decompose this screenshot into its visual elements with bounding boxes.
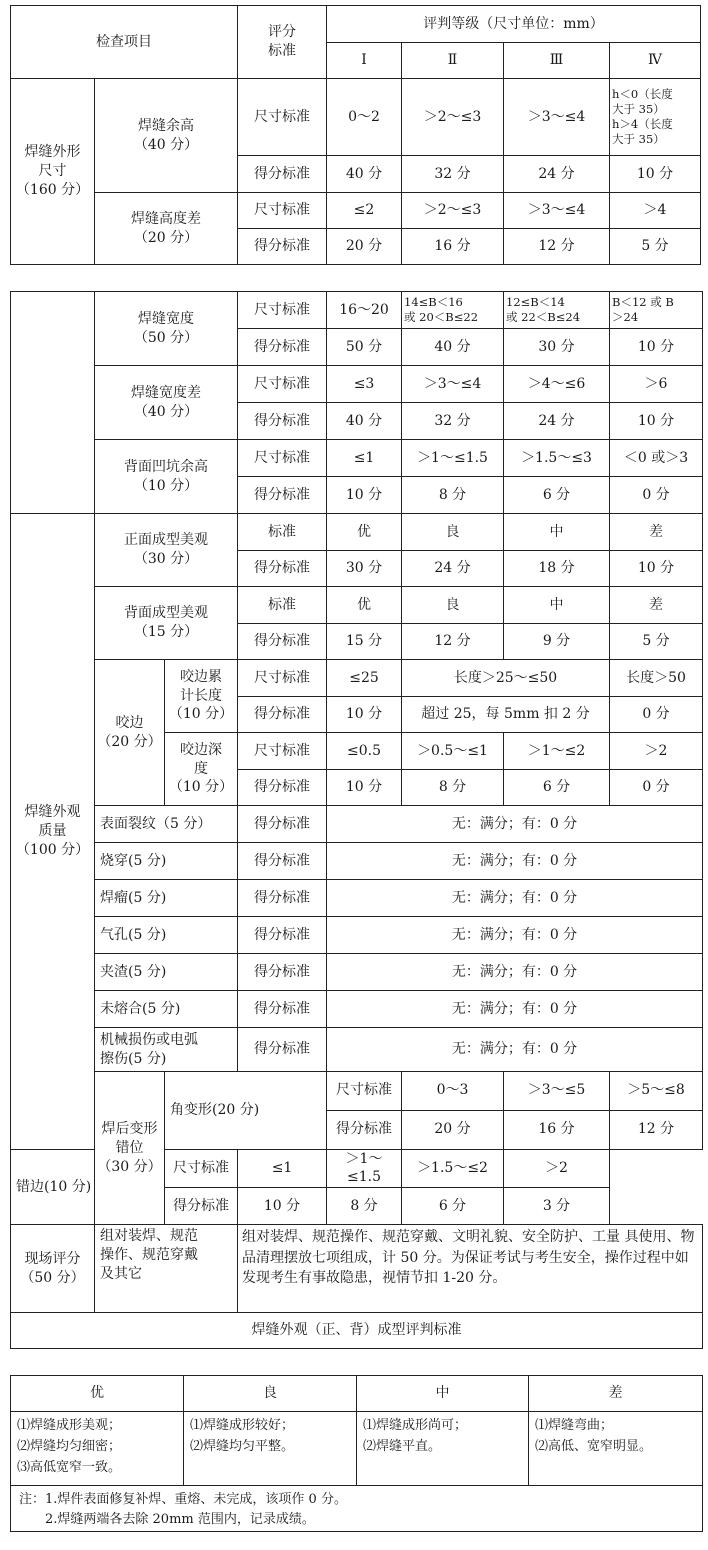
grade-desc-excellent <box>11 1412 184 1486</box>
table-cell: ＞4～≤6 <box>504 366 610 403</box>
table-cell: 12 分 <box>610 1110 703 1149</box>
weld-shape-size-table <box>10 5 701 265</box>
table-cell: 32 分 <box>402 156 504 193</box>
row-label: 得分标准 <box>238 477 327 514</box>
note-1: 注：1.焊件表面修复补焊、重熔、未完成，该项作 0 分。 <box>19 1492 347 1507</box>
table-cell: ＞2 <box>610 733 703 770</box>
item-angular-distortion: 角变形(20 分) <box>165 1072 327 1150</box>
row-label: 得分标准 <box>238 229 327 265</box>
table-cell: 30 分 <box>327 551 402 587</box>
row-label: 尺寸标准 <box>238 292 327 329</box>
grade-desc-good <box>184 1412 357 1486</box>
table-cell: 16～20 <box>327 292 402 329</box>
weld-appearance-table <box>10 291 703 1349</box>
table-cell: 优 <box>327 514 402 551</box>
table-cell: 中 <box>504 587 610 624</box>
row-label: 得分标准 <box>238 843 327 880</box>
table-cell: ＞1～≤1.5 <box>402 440 504 477</box>
note-2: 2.焊缝两端各去除 20mm 范围内，记录成绩。 <box>45 1512 315 1528</box>
row-label: 尺寸标准 <box>327 1072 402 1111</box>
table-cell: ＞6 <box>610 366 703 403</box>
defect-lack-of-fusion: 未熔合(5 分) <box>95 991 238 1028</box>
list-item: ⑵焊缝均匀细密； <box>17 1438 122 1454</box>
grade-header-good: 良 <box>184 1376 357 1412</box>
defect-porosity: 气孔(5 分) <box>95 917 238 954</box>
category-appearance: 焊缝外观 质量 （100 分） <box>11 514 95 1150</box>
list-item: ⑵焊缝平直。 <box>363 1438 442 1454</box>
row-label: 得分标准 <box>238 1028 327 1072</box>
item-undercut-depth: 咬边深 度 （10 分） <box>165 733 238 806</box>
grade-header-fair: 中 <box>357 1376 529 1412</box>
row-label: 得分标准 <box>165 1188 238 1225</box>
list-item: ⑴焊缝成形较好； <box>190 1418 295 1433</box>
defect-burn-through: 烧穿(5 分) <box>95 843 238 880</box>
site-score-description: 组对装焊、规范操作、规范穿戴、文明礼貌、安全防护、工量 具使用、物品清理摆放七项组成，计 50 分。为保证考试与考生安全，操作过程中如发现考生有事故隐患，视情节扣 1-20 分。 <box>238 1225 703 1313</box>
row-label: 得分标准 <box>238 551 327 587</box>
table-cell: 18 分 <box>504 551 610 587</box>
row-label: 得分标准 <box>327 1110 402 1149</box>
table-cell: ＞1.5～≤2 <box>402 1149 504 1188</box>
grade-3: Ⅲ <box>504 43 610 79</box>
grade-header-poor: 差 <box>529 1376 703 1412</box>
table-cell: 6 分 <box>504 770 610 806</box>
table-cell: 10 分 <box>327 770 402 806</box>
table-cell: 0～3 <box>402 1072 504 1111</box>
item-back-form: 背面成型美观 （15 分） <box>95 587 238 660</box>
table-cell: 6 分 <box>402 1188 504 1225</box>
appearance-standard-caption: 焊缝外观（正、背）成型评判标准 <box>11 1313 703 1349</box>
table-cell: 长度＞25～≤50 <box>402 660 610 697</box>
table-cell: 无：满分；有：0 分 <box>327 843 703 880</box>
item-undercut: 咬边 （20 分） <box>95 660 165 806</box>
notes <box>11 1486 703 1532</box>
table-cell: ≤1 <box>327 440 402 477</box>
table-cell: 0 分 <box>610 770 703 806</box>
list-item: ⑶高低宽窄一致。 <box>17 1459 122 1475</box>
row-label: 尺寸标准 <box>238 79 327 156</box>
table-cell: 6 分 <box>504 477 610 514</box>
row-label: 得分标准 <box>238 697 327 733</box>
grade-desc-fair <box>357 1412 529 1486</box>
table-cell: 无：满分；有：0 分 <box>327 991 703 1028</box>
table-cell: ＞4 <box>610 193 701 229</box>
table-cell: 16 分 <box>402 229 504 265</box>
list-item: ⑴焊缝成形美观； <box>17 1418 122 1433</box>
table-cell: 0～2 <box>327 79 402 156</box>
table-cell: 14≤B＜16 或 20＜B≤22 <box>402 292 504 329</box>
table-cell: ≤1 <box>238 1149 327 1188</box>
appearance-grade-table <box>10 1375 703 1532</box>
table-cell: 16 分 <box>504 1110 610 1149</box>
table-cell: ＞1～≤1.5 <box>327 1149 402 1188</box>
table-cell: ＞3～≤4 <box>504 193 610 229</box>
table-cell: ＜0 或＞3 <box>610 440 703 477</box>
row-label: 尺寸标准 <box>238 193 327 229</box>
table-cell: 超过 25，每 5mm 扣 2 分 <box>402 697 610 733</box>
table-cell: ＞2 <box>504 1149 610 1188</box>
defect-mechanical-damage: 机械损伤或电弧 擦伤(5 分) <box>95 1028 238 1072</box>
row-label: 得分标准 <box>238 770 327 806</box>
grade-4: Ⅳ <box>610 43 701 79</box>
table-cell: 9 分 <box>504 624 610 660</box>
table-cell: 无：满分；有：0 分 <box>327 880 703 917</box>
table-cell: 32 分 <box>402 403 504 440</box>
table-cell: 10 分 <box>238 1188 327 1225</box>
table-cell: 30 分 <box>504 329 610 366</box>
table-cell: 中 <box>504 514 610 551</box>
grade-1: Ⅰ <box>327 43 402 79</box>
table-cell: 无：满分；有：0 分 <box>327 806 703 843</box>
table-cell: ＞3～≤4 <box>504 79 610 156</box>
table-cell: 8 分 <box>327 1188 402 1225</box>
item-misalignment: 错边(10 分) <box>11 1149 165 1225</box>
table-cell: 长度＞50 <box>610 660 703 697</box>
table-cell: ＞1～≤2 <box>504 733 610 770</box>
table-cell: 20 分 <box>402 1110 504 1149</box>
table-cell: 10 分 <box>610 551 703 587</box>
table-cell: 40 分 <box>327 403 402 440</box>
row-label: 得分标准 <box>238 880 327 917</box>
table-cell: ＞3～≤5 <box>504 1072 610 1111</box>
row-label: 标准 <box>238 514 327 551</box>
table-cell: 40 分 <box>402 329 504 366</box>
item-weld-width: 焊缝宽度 （50 分） <box>95 292 238 366</box>
table-cell: 0 分 <box>610 697 703 733</box>
table-cell: 12≤B＜14 或 22＜B≤24 <box>504 292 610 329</box>
grade-desc-poor <box>529 1412 703 1486</box>
list-item: ⑴焊缝成形尚可； <box>363 1418 468 1433</box>
defect-crack: 表面裂纹（5 分） <box>95 806 238 843</box>
table-cell: 10 分 <box>610 156 701 193</box>
table-cell: 无：满分；有：0 分 <box>327 917 703 954</box>
table-cell: B＜12 或 B ＞24 <box>610 292 703 329</box>
table-cell: 10 分 <box>610 403 703 440</box>
table-cell: 3 分 <box>504 1188 610 1225</box>
table-cell: 良 <box>402 514 504 551</box>
list-item: ⑵焊缝均匀平整。 <box>190 1438 295 1454</box>
grade-2: Ⅱ <box>402 43 504 79</box>
table-cell: 无：满分；有：0 分 <box>327 1028 703 1072</box>
table-cell: 50 分 <box>327 329 402 366</box>
table-cell: ＞0.5～≤1 <box>402 733 504 770</box>
table-cell: 差 <box>610 514 703 551</box>
category-shape-size: 焊缝外形 尺寸 （160 分） <box>11 79 95 265</box>
row-label: 标准 <box>238 587 327 624</box>
table-cell: 24 分 <box>402 551 504 587</box>
table-cell: 8 分 <box>402 477 504 514</box>
row-label: 得分标准 <box>238 403 327 440</box>
table-cell: 10 分 <box>327 477 402 514</box>
item-back-pit: 背面凹坑余高 （10 分） <box>95 440 238 514</box>
table-cell: ≤25 <box>327 660 402 697</box>
table-cell: ≤0.5 <box>327 733 402 770</box>
category-site-score: 现场评分 （50 分） <box>11 1225 95 1313</box>
table-cell: ≤3 <box>327 366 402 403</box>
row-label: 得分标准 <box>238 806 327 843</box>
row-label: 得分标准 <box>238 329 327 366</box>
table-cell: 0 分 <box>610 477 703 514</box>
list-item: ⑴焊缝弯曲； <box>535 1418 614 1433</box>
item-undercut-length: 咬边累 计长度 （10 分） <box>165 660 238 733</box>
item-site-operation: 组对装焊、规范 操作、规范穿戴 及其它 <box>95 1225 238 1313</box>
table-cell: 良 <box>402 587 504 624</box>
header-score-standard: 评分 标准 <box>238 6 327 79</box>
table-cell: 8 分 <box>402 770 504 806</box>
row-label: 得分标准 <box>238 156 327 193</box>
table-cell: 40 分 <box>327 156 402 193</box>
table-cell: 优 <box>327 587 402 624</box>
header-grade: 评判等级（尺寸单位：mm） <box>327 6 701 43</box>
table-cell: 20 分 <box>327 229 402 265</box>
list-item: ⑵高低、宽窄明显。 <box>535 1438 653 1454</box>
row-label: 尺寸标准 <box>238 366 327 403</box>
item-height-diff: 焊缝高度差 （20 分） <box>95 193 238 265</box>
item-front-form: 正面成型美观 （30 分） <box>95 514 238 587</box>
table-cell: 10 分 <box>610 329 703 366</box>
table-cell: 12 分 <box>402 624 504 660</box>
table-cell: 24 分 <box>504 156 610 193</box>
item-reinforcement: 焊缝余高 （40 分） <box>95 79 238 193</box>
category-deformation: 焊后变形 错位 （30 分） <box>95 1072 165 1225</box>
table-cell: 15 分 <box>327 624 402 660</box>
row-label: 得分标准 <box>238 917 327 954</box>
table-cell: 10 分 <box>327 697 402 733</box>
category-blank <box>11 292 95 514</box>
row-label: 得分标准 <box>238 991 327 1028</box>
table-cell: ＞5～≤8 <box>610 1072 703 1111</box>
row-label: 得分标准 <box>238 624 327 660</box>
table-cell: ＞2～≤3 <box>402 79 504 156</box>
table-cell: ＞1.5～≤3 <box>504 440 610 477</box>
table-cell: ≤2 <box>327 193 402 229</box>
table-cell: 24 分 <box>504 403 610 440</box>
table-cell: 5 分 <box>610 624 703 660</box>
header-check-item: 检查项目 <box>11 6 238 79</box>
row-label: 得分标准 <box>238 954 327 991</box>
grade-header-excellent: 优 <box>11 1376 184 1412</box>
table-cell: ＞3～≤4 <box>402 366 504 403</box>
row-label: 尺寸标准 <box>165 1149 238 1188</box>
table-cell: 差 <box>610 587 703 624</box>
table-cell: 12 分 <box>504 229 610 265</box>
defect-slag: 夹渣(5 分) <box>95 954 238 991</box>
defect-overlap: 焊瘤(5 分) <box>95 880 238 917</box>
row-label: 尺寸标准 <box>238 660 327 697</box>
table-cell: 5 分 <box>610 229 701 265</box>
row-label: 尺寸标准 <box>238 440 327 477</box>
row-label: 尺寸标准 <box>238 733 327 770</box>
table-cell: h＜0（长度 大于 35） h＞4（长度 大于 35） <box>610 79 701 156</box>
item-width-diff: 焊缝宽度差 （40 分） <box>95 366 238 440</box>
table-cell: 无：满分；有：0 分 <box>327 954 703 991</box>
table-cell: ＞2～≤3 <box>402 193 504 229</box>
